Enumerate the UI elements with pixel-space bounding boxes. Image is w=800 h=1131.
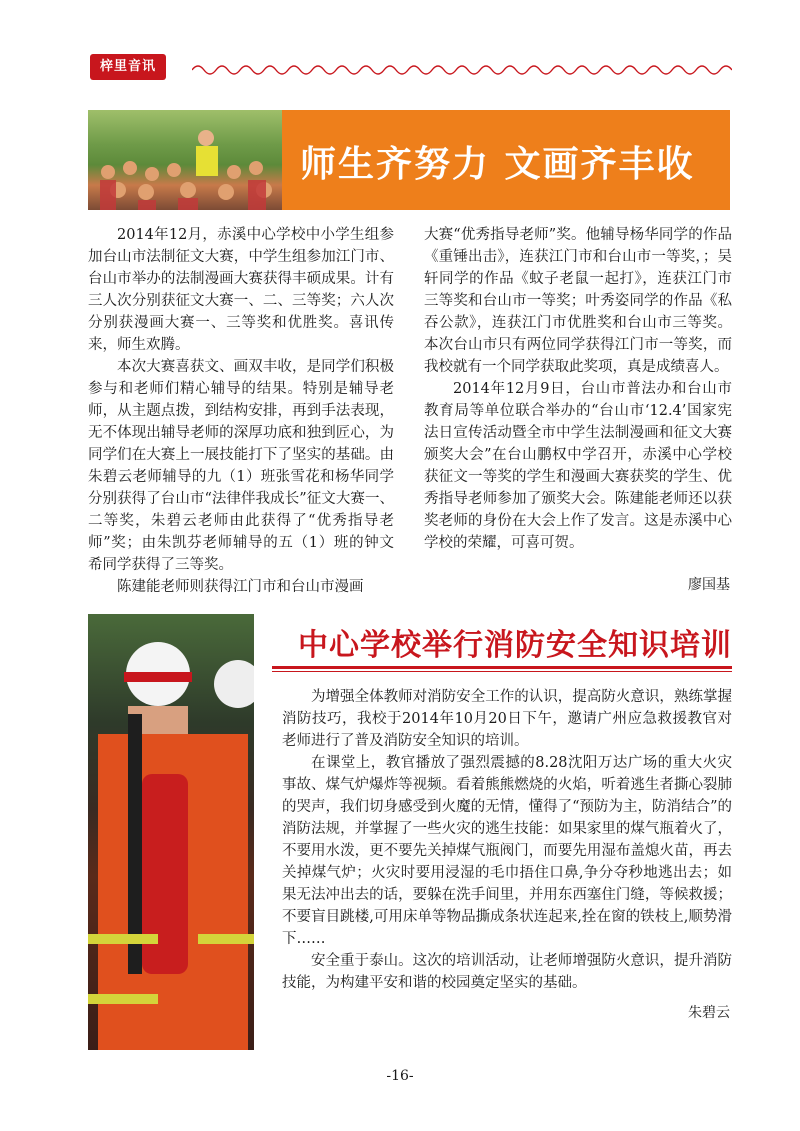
article1-paragraph-continued: 大赛“优秀指导老师”奖。他辅导杨华同学的作品《重锤出击》，连获江门市和台山市一等奖，；吴轩同学的作品《蚊子老鼠一起打》，连获江门市三等奖和台山市一等奖；叶秀姿同学的作品《私吞公款》，连获江门市优胜奖和台山市三等奖。本次台山市只有两位同学获得江门市一等奖，而我校就有一个同学获取此奖项，真是成绩喜人。 — [424, 227, 732, 375]
article2-paragraph: 在课堂上，教官播放了强烈震撼的8.28沈阳万达广场的重大火灾事故、煤气炉爆炸等视频。看着熊熊燃烧的火焰，听着逃生者撕心裂肺的哭声，我们切身感受到火魔的无情，懂得了“预防为主，防消结合”的消防法规，并掌握了一些火灾的逃生技能：如果家里的煤气瓶着火了，不要用水泼，更不要先关掉煤气瓶阀门，而要先用湿布盖熄火苗，再去关掉煤气炉；火灾时要用浸湿的毛巾捂住口鼻,争分夺秒地逃出去；如果无法冲出去的话，要躲在洗手间里，并用东西塞住门缝，等候救援；不要盲目跳楼,可用床单等物品撕成条状连起来,拴在窗的铁枝上,顺势滑下…… — [282, 755, 732, 947]
masthead-badge: 梓里音讯 — [90, 54, 166, 80]
article2-author: 朱碧云 — [688, 1005, 730, 1021]
article2-paragraph: 安全重于泰山。这次的培训活动，让老师增强防火意识，提升消防技能，为构建平安和谐的校园奠定坚实的基础。 — [282, 953, 732, 991]
article1-paragraph: 2014年12月，赤溪中心学校中小学生组参加台山市法制征文大赛，中学生组参加江门市、台山市举办的法制漫画大赛获得丰硕成果。计有三人次分别获征文大赛一、二、三等奖；六人次分别获漫画大赛一、三等奖和优胜奖。喜讯传来，师生欢腾。 — [88, 227, 394, 353]
article2-title-rule — [272, 666, 732, 669]
article2-title-rule-thin — [272, 671, 732, 672]
article1-paragraph: 2014年12月9日，台山市普法办和台山市教育局等单位联合举办的“台山市‘12.4’国家宪法日宣传活动暨全市中学生法制漫画和征文大赛颁奖大会”在台山鹏权中学召开，赤溪中心学校获征文一等奖的学生和漫画大赛获奖的学生、优秀指导老师参加了颁奖大会。陈建能老师还以获奖老师的身份在大会上作了发言。这是赤溪中心学校的荣耀，可喜可贺。 — [424, 381, 732, 551]
article1-title: 师生齐努力 文画齐丰收 — [300, 143, 695, 185]
students-group-photo — [88, 110, 282, 210]
article1-paragraph: 陈建能老师则获得江门市和台山市漫画 — [117, 579, 364, 595]
decorative-wave-line — [192, 62, 732, 78]
article2-paragraph: 为增强全体教师对消防安全工作的认识，提高防火意识，熟练掌握消防技巧，我校于2014年10月20日下午，邀请广州应急救援教官对老师进行了普及消防安全知识的培训。 — [282, 689, 732, 749]
article1-author: 廖国基 — [688, 577, 730, 593]
firefighters-photo — [88, 614, 254, 1050]
article1-column-left — [88, 224, 394, 598]
article2-body — [282, 686, 732, 994]
article1-column-right — [424, 224, 732, 554]
page-number: -16- — [386, 1068, 414, 1084]
article1-paragraph: 本次大赛喜获文、画双丰收，是同学们积极参与和老师们精心辅导的结果。特别是辅导老师，从主题点拨，到结构安排，再到手法表现，无不体现出辅导老师的深厚功底和独到匠心，为同学们在大赛上一展技能打下了坚实的基础。由朱碧云老师辅导的九（1）班张雪花和杨华同学分别获得了台山市“法律伴我成长”征文大赛一、二等奖，朱碧云老师由此获得了“优秀指导老师”奖；由朱凯芬老师辅导的五（1）班的钟文希同学获得了三等奖。 — [88, 359, 394, 573]
article2-title: 中心学校举行消防安全知识培训 — [298, 628, 732, 663]
